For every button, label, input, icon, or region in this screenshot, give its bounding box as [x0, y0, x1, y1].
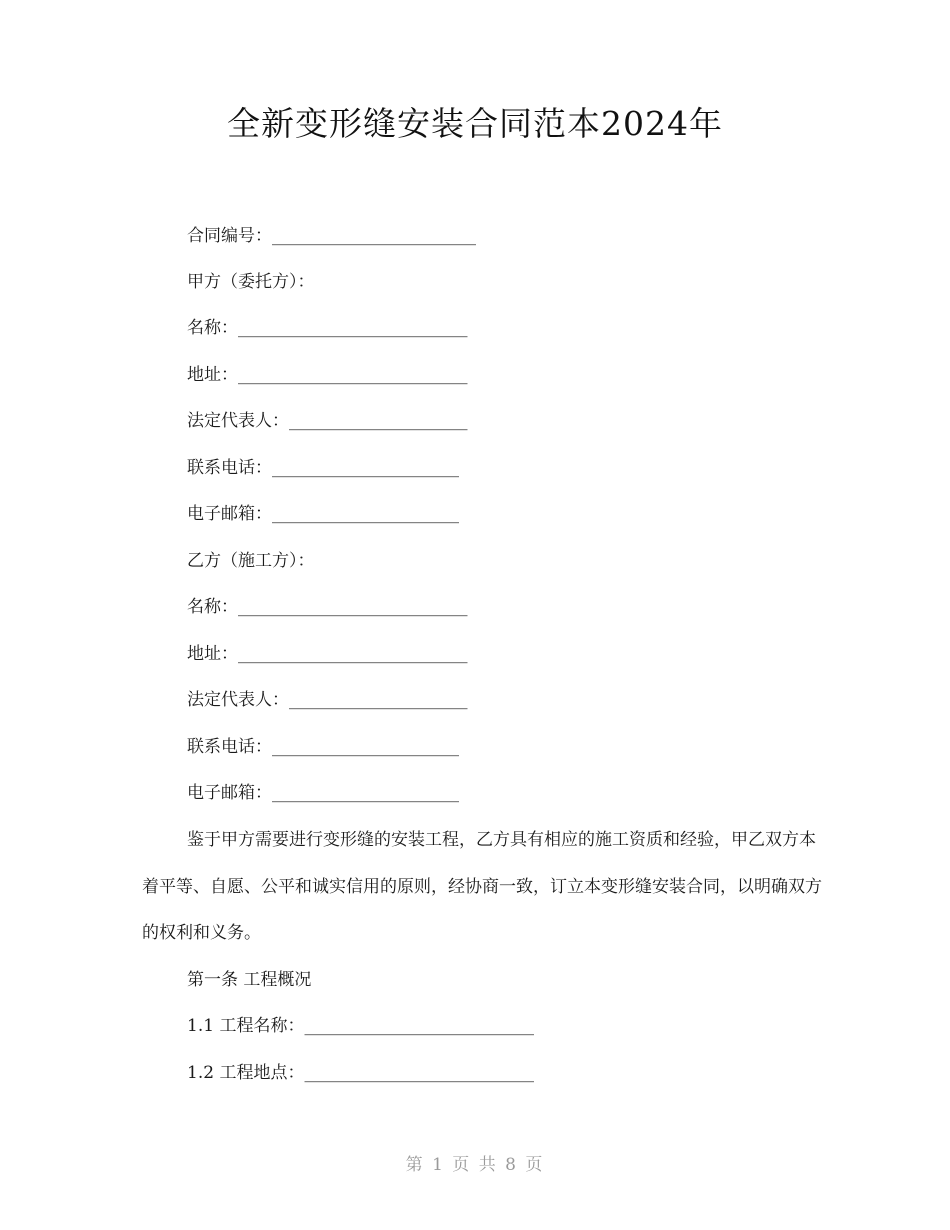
party-b-phone-line: 联系电话：______________________ — [187, 737, 459, 757]
preamble-paragraph — [142, 817, 822, 957]
preamble-text: 鉴于甲方需要进行变形缝的安装工程，乙方具有相应的施工资质和经验，甲乙双方本着平等、自愿、公平和诚实信用的原则，经协商一致，订立本变形缝安装合同，以明确双方的权利和义务。 — [142, 830, 822, 943]
document-title: 全新变形缝安装合同范本2024年 — [227, 104, 723, 143]
party-a-email-line: 电子邮箱：______________________ — [187, 504, 459, 524]
party-b-representative-line: 法定代表人：_____________________ — [187, 690, 468, 710]
party-a-representative-line: 法定代表人：_____________________ — [187, 411, 468, 431]
article-1-heading: 第一条 工程概况 — [187, 970, 312, 990]
party-b-heading: 乙方（施工方）： — [187, 551, 315, 571]
party-b-email-line: 电子邮箱：______________________ — [187, 783, 459, 803]
party-b-address-line: 地址：___________________________ — [187, 644, 468, 664]
page-footer: 第 1 页 共 8 页 — [405, 1155, 545, 1175]
contract-number-line: 合同编号：________________________ — [187, 226, 476, 246]
party-b-name-line: 名称：___________________________ — [187, 597, 468, 617]
party-a-name-line: 名称：___________________________ — [187, 318, 468, 338]
item-1-1-line: 1.1 工程名称：___________________________ — [187, 1016, 534, 1036]
party-a-heading: 甲方（委托方）： — [187, 272, 315, 292]
party-a-phone-line: 联系电话：______________________ — [187, 458, 459, 478]
item-1-2-line: 1.2 工程地点：___________________________ — [187, 1063, 534, 1083]
party-a-address-line: 地址：___________________________ — [187, 365, 468, 385]
